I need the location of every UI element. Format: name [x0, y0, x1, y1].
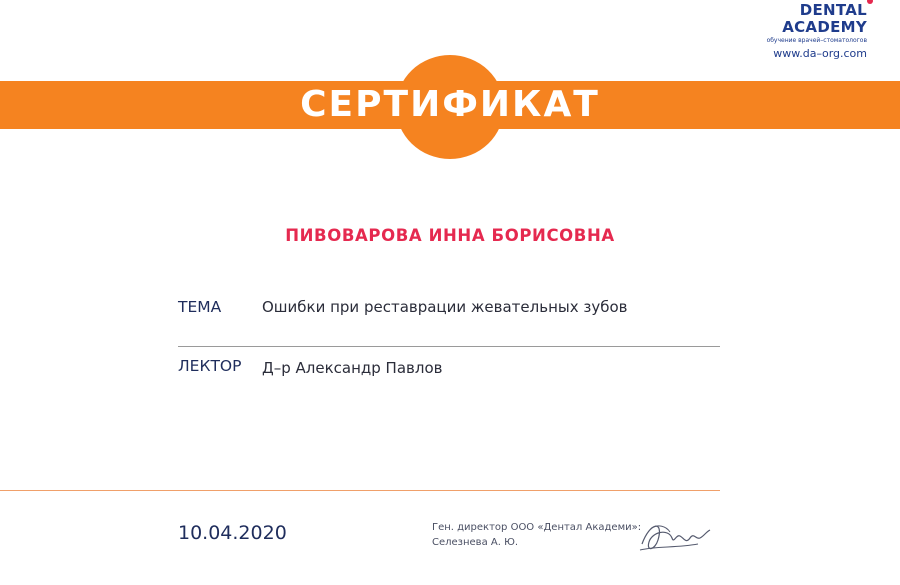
logo-url: www.da–org.com — [773, 47, 867, 60]
recipient-name: ПИВОВАРОВА ИННА БОРИСОВНА — [285, 226, 615, 245]
lecturer-value: Д–р Александр Павлов — [262, 359, 443, 377]
topic-value: Ошибки при реставрации жевательных зубов — [262, 298, 628, 316]
divider — [178, 346, 720, 347]
logo-dot — [867, 0, 873, 4]
lecturer-label: ЛЕКТОР — [178, 357, 242, 375]
director-title: Ген. директор ООО «Дентал Академи»: — [432, 522, 642, 533]
certificate-title: СЕРТИФИКАТ — [300, 84, 600, 125]
company-logo — [767, 2, 867, 61]
logo-line-2: ACADEMY — [782, 18, 867, 36]
signature-icon — [636, 514, 716, 562]
topic-label: ТЕМА — [178, 298, 222, 316]
footer-divider — [0, 490, 720, 491]
logo-line-1: DENTAL — [799, 1, 867, 19]
logo-tagline: обучение врачей–стоматологов — [766, 37, 867, 44]
director-block — [432, 520, 641, 550]
issue-date: 10.04.2020 — [178, 522, 287, 544]
director-name: Селезнева А. Ю. — [432, 537, 519, 548]
